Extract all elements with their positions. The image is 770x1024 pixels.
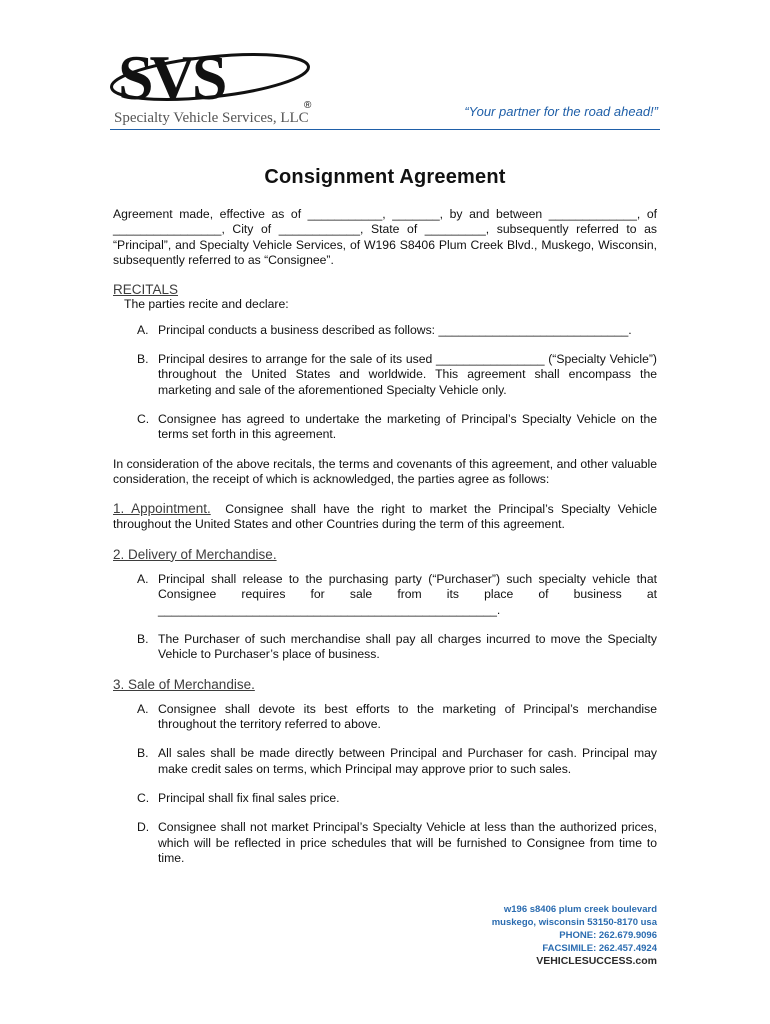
section-1-heading: 1. Appointment. <box>113 501 211 517</box>
list-item: B. All sales shall be made directly between Principal and Purchaser for cash. Principal may make credit sales on terms, which Principal may approve prior to such sales. <box>137 746 657 776</box>
svg-text:SVS: SVS <box>118 44 224 110</box>
section-3-list <box>113 702 657 866</box>
website-link[interactable]: VEHICLESUCCESS.com <box>536 955 657 967</box>
recitals-list <box>113 323 657 443</box>
list-item: A. Consignee shall devote its best efforts to the marketing of Principal’s merchandise throughout the territory referred to above. <box>137 701 657 732</box>
intro-paragraph: Agreement made, effective as of ___________, _______, by and between _____________, of ________________, City of ____________, State of _________, subsequently referred to as “Principal”, and Specialty Vehicle Services, of W196 S8406 Plum Creek Blvd., Muskego, Wisconsin, subsequently referred to as “Consignee”. <box>113 207 657 267</box>
svs-logo <box>110 44 320 132</box>
list-item: B. The Purchaser of such merchandise shall pay all charges incurred to move the Specialty Vehicle to Purchaser’s place of business. <box>137 631 657 662</box>
address-line-2: muskego, wisconsin 53150-8170 usa <box>491 917 657 928</box>
header-divider <box>110 129 660 130</box>
recitals-subheading: The parties recite and declare: <box>124 297 289 312</box>
list-item: C. Principal shall fix final sales price. <box>137 791 340 806</box>
list-item: C. Consignee has agreed to undertake the marketing of Principal’s Specialty Vehicle on the terms set forth in this agreement. <box>137 411 657 442</box>
agreement-body <box>113 207 657 866</box>
section-2-list <box>113 572 657 662</box>
company-name: Specialty Vehicle Services, LLC <box>114 110 309 126</box>
list-item: D. Consignee shall not market Principal’s Specialty Vehicle at less than the authorized prices, which will be reflected in price schedules that will be furnished to Consignee from time to time. <box>137 820 657 865</box>
list-item: A. Principal shall release to the purchasing party (“Purchaser”) such specialty vehicle that Consignee requires for sale from its place of business at <box>137 572 657 602</box>
list-item: B. Principal desires to arrange for the sale of its used ________________ (“Specialty Vehicle”) throughout the United States and worldwide. This agreement shall encompass the marketing and sale of the aforementioned Specialty Vehicle only. <box>137 352 657 397</box>
list-item: A. Principal conducts a business described as follows: ____________________________. <box>137 322 632 337</box>
tagline: “Your partner for the road ahead!” <box>464 104 658 119</box>
recitals-heading: RECITALS <box>113 282 179 298</box>
svg-text:®: ® <box>304 100 312 110</box>
document-title: Consignment Agreement <box>264 166 506 188</box>
section-3-heading: 3. Sale of Merchandise. <box>113 676 255 692</box>
address-line-1: w196 s8406 plum creek boulevard <box>503 904 657 915</box>
consideration-paragraph: In consideration of the above recitals, the terms and covenants of this agreement, and other valuable consideration, the receipt of which is acknowledged, the parties agree as follows: <box>113 456 657 486</box>
contact-block <box>492 903 657 968</box>
section-appointment: 1. Appointment. Consignee shall have the right to market the Principal’s Specialty Vehicle throughout the United States and other Countries during the term of this agreement. <box>113 501 657 532</box>
section-2-heading: 2. Delivery of Merchandise. <box>113 546 277 562</box>
list-item-blank: __________________________________________________. <box>158 602 501 617</box>
phone-number: PHONE: 262.679.9096 <box>559 930 657 941</box>
svs-logo-mark <box>110 44 320 110</box>
fax-number: FACSIMILE: 262.457.4924 <box>542 943 657 954</box>
